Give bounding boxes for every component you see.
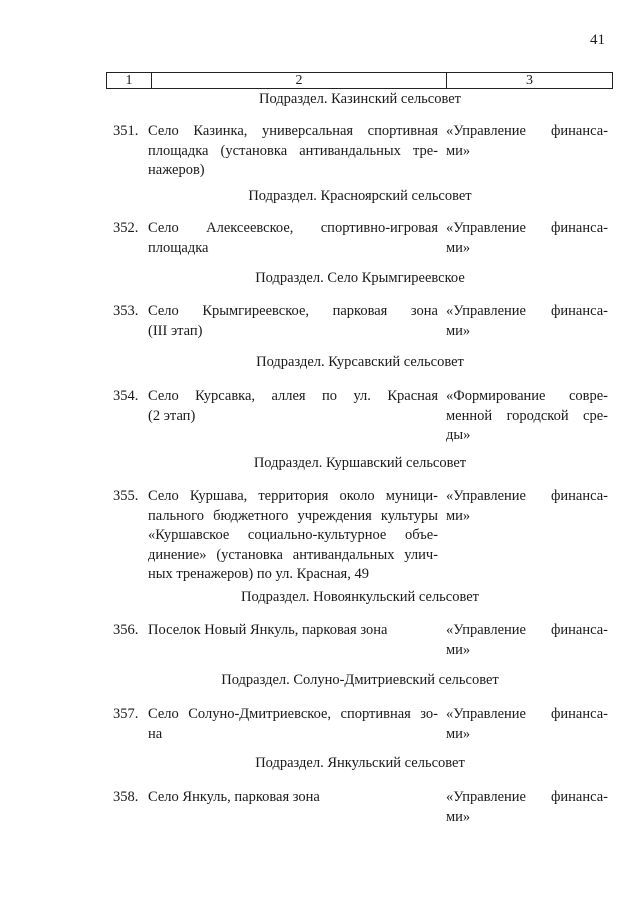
program-name <box>446 487 608 526</box>
description-line: Село Куршава, территория около муници- <box>148 488 438 504</box>
object-description <box>148 122 438 181</box>
object-description <box>148 219 438 258</box>
program-name <box>446 705 608 744</box>
program-name <box>446 219 608 258</box>
program-line: «Управление финанса- <box>446 220 608 236</box>
row-number: 355. <box>113 488 139 504</box>
description-line: ных тренажеров) по ул. Красная, 49 <box>148 566 369 582</box>
description-line: площадка (установка антивандальных тре- <box>148 142 438 159</box>
program-name <box>446 387 608 446</box>
description-line: Поселок Новый Янкуль, парковая зона <box>148 622 388 638</box>
program-line: ми» <box>446 641 471 658</box>
description-line: Село Казинка, универсальная спортивная <box>148 123 438 139</box>
description-line: нажеров) <box>148 162 205 178</box>
description-line: Село Курсавка, аллея по ул. Красная <box>148 388 438 404</box>
program-line: менной городской сре- <box>446 407 608 424</box>
row-number: 357. <box>113 706 139 722</box>
program-line: ми» <box>446 239 471 256</box>
subsection-heading: Подраздел. Казинский сельсовет <box>258 91 462 107</box>
description-line: площадка <box>148 239 209 256</box>
subsection-heading: Подраздел. Село Крымгиреевское <box>255 270 465 286</box>
program-line: «Формирование совре- <box>446 388 608 404</box>
program-name <box>446 122 608 161</box>
description-line: динение» (установка антивандальных улич- <box>148 546 438 563</box>
table-header-col-3: 3 <box>526 73 533 88</box>
program-name <box>446 788 608 827</box>
program-line: ды» <box>446 427 471 443</box>
description-line: пального бюджетного учреждения культуры <box>148 507 438 524</box>
program-line: ми» <box>446 725 471 742</box>
description-line: (III этап) <box>148 322 203 339</box>
row-number: 351. <box>113 123 139 139</box>
table-header <box>106 72 613 89</box>
subsection-heading: Подраздел. Куршавский сельсовет <box>253 455 467 471</box>
object-description <box>148 705 438 744</box>
row-number: 353. <box>113 303 139 319</box>
object-description <box>148 621 438 641</box>
object-description <box>148 788 438 808</box>
program-line: ми» <box>446 142 471 159</box>
program-name <box>446 302 608 341</box>
program-line: ми» <box>446 322 471 339</box>
object-description <box>148 487 438 585</box>
description-line: «Куршавское социально-культурное объе- <box>148 527 438 543</box>
program-line: «Управление финанса- <box>446 622 608 638</box>
description-line: Село Солуно-Дмитриевское, спортивная зо- <box>148 706 438 722</box>
program-name <box>446 621 608 660</box>
page-number: 41 <box>590 32 605 48</box>
table-header-col-2: 2 <box>152 73 447 88</box>
row-number: 354. <box>113 388 139 404</box>
object-description <box>148 387 438 426</box>
table-header-col-1: 1 <box>107 73 152 88</box>
program-line: «Управление финанса- <box>446 488 608 504</box>
object-description <box>148 302 438 341</box>
program-line: ми» <box>446 507 471 524</box>
subsection-heading: Подраздел. Янкульский сельсовет <box>255 755 465 771</box>
row-number: 358. <box>113 789 139 805</box>
description-line: Село Алексеевское, спортивно-игровая <box>148 220 438 236</box>
description-line: Село Янкуль, парковая зона <box>148 789 320 805</box>
row-number: 352. <box>113 220 139 236</box>
program-line: «Управление финанса- <box>446 789 608 805</box>
program-line: ми» <box>446 808 471 825</box>
row-number: 356. <box>113 622 139 638</box>
subsection-heading: Подраздел. Новоянкульский сельсовет <box>240 589 480 605</box>
program-line: «Управление финанса- <box>446 303 608 319</box>
program-line: «Управление финанса- <box>446 706 608 722</box>
subsection-heading: Подраздел. Красноярский сельсовет <box>248 188 472 204</box>
description-line: на <box>148 725 163 742</box>
subsection-heading: Подраздел. Солуно-Дмитриевский сельсовет <box>221 672 499 688</box>
description-line: Село Крымгиреевское, парковая зона <box>148 303 438 319</box>
subsection-heading: Подраздел. Курсавский сельсовет <box>256 354 464 370</box>
program-line: «Управление финанса- <box>446 123 608 139</box>
description-line: (2 этап) <box>148 407 196 424</box>
